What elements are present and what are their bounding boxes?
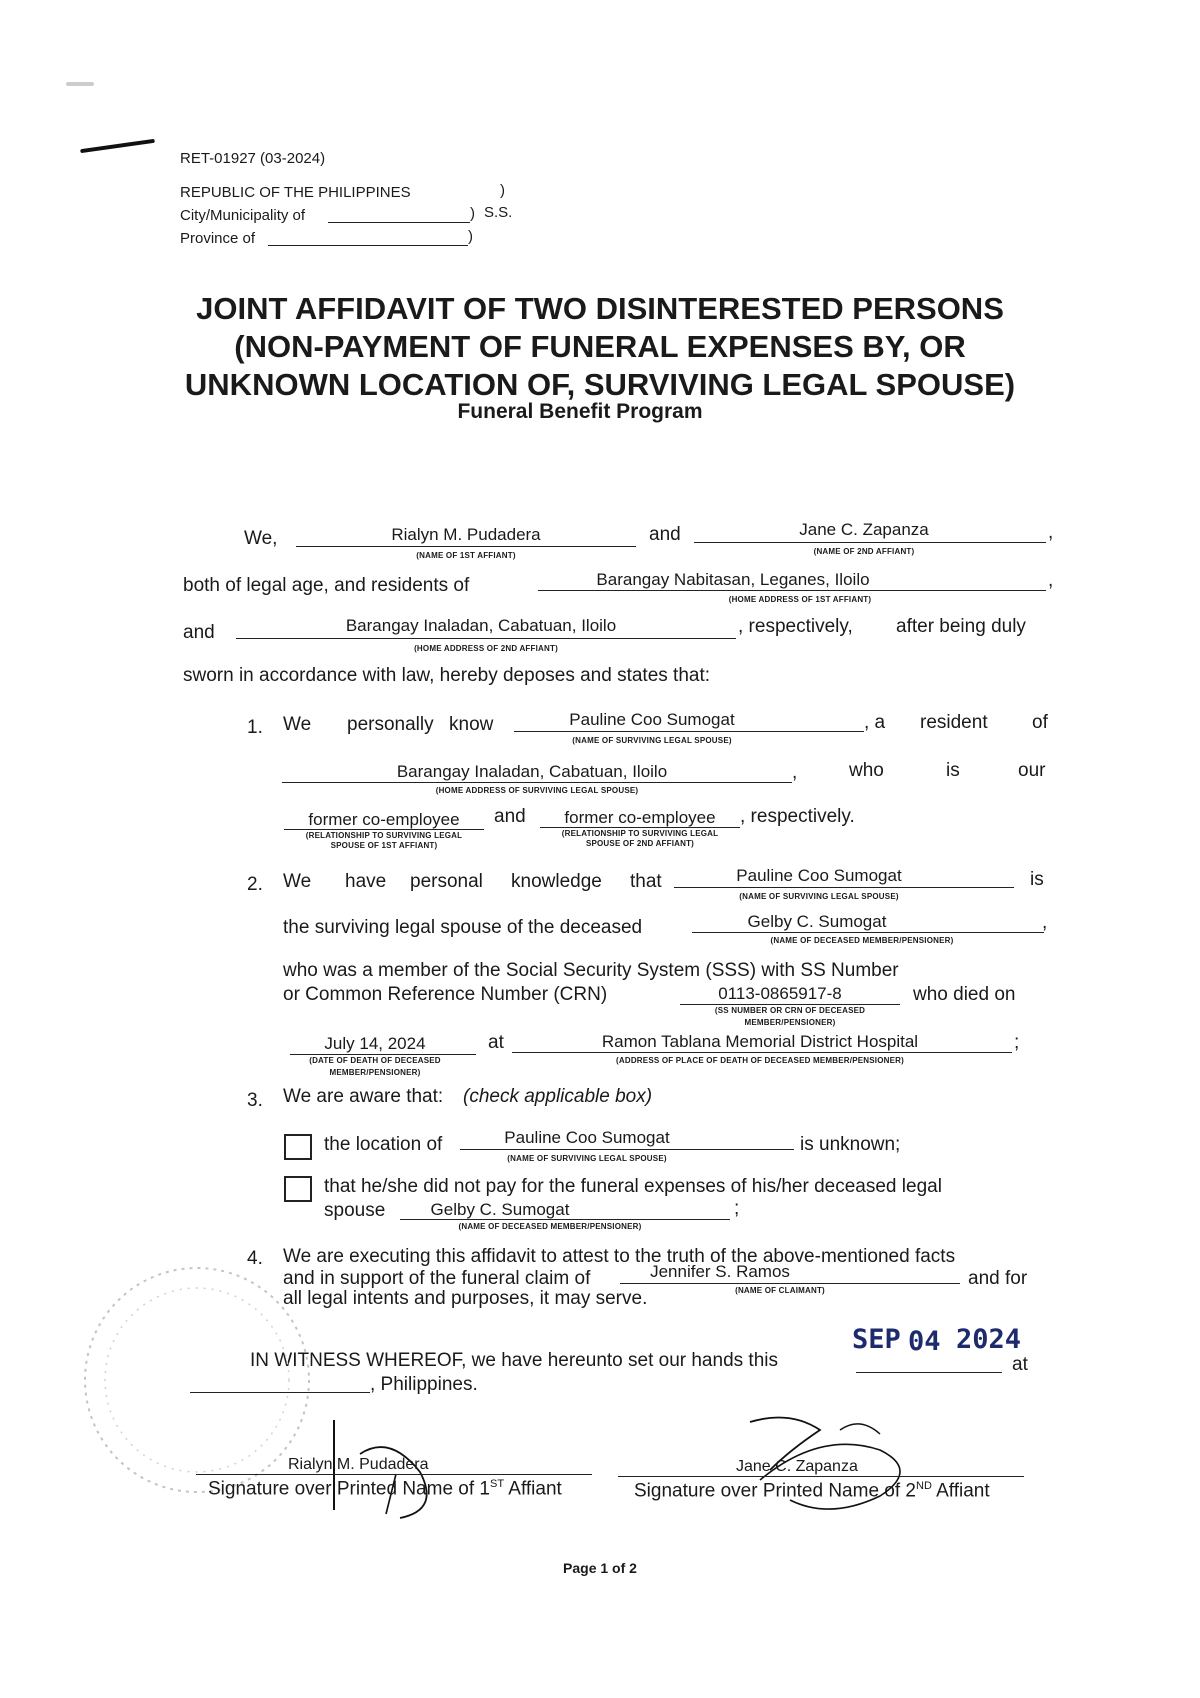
affiant2-address-line [236, 638, 736, 639]
title-line-2: (NON-PAYMENT OF FUNERAL EXPENSES BY, OR [234, 329, 966, 364]
province-line[interactable] [268, 245, 468, 246]
item1-w3: know [449, 714, 494, 735]
item1-our: our [1018, 760, 1046, 781]
republic-label: REPUBLIC OF THE PHILIPPINES [180, 184, 411, 201]
sworn-text: sworn in accordance with law, hereby deposes and states that: [183, 665, 711, 686]
item1-spouse-name[interactable]: Pauline Coo Sumogat [569, 710, 735, 729]
after-being-duly: after being duly [896, 616, 1026, 637]
affiant2-label-sup: ND [916, 1480, 932, 1492]
affiant2-address[interactable]: Barangay Inaladan, Cabatuan, Iloilo [345, 616, 617, 635]
item1-of: of [1032, 712, 1048, 733]
affiant1-address[interactable]: Barangay Nabitasan, Leganes, Iloilo [596, 570, 870, 589]
affiant1-printed-name: Rialyn M. Pudadera [288, 1456, 429, 1473]
item3-opt1-name[interactable]: Pauline Coo Sumogat [504, 1128, 670, 1147]
item4-num: 4. [247, 1248, 263, 1269]
item3-opt2-line [400, 1219, 730, 1220]
item1-w2: personally [347, 714, 434, 735]
item3-opt2-semicolon: ; [734, 1198, 740, 1219]
city-line[interactable] [328, 222, 470, 223]
affiant2-name-caption: (NAME OF 2ND AFFIANT) [813, 547, 915, 556]
title-line-3: UNKNOWN LOCATION OF, SURVIVING LEGAL SPOUSE) [184, 367, 1016, 402]
item1-rel1-line [284, 829, 484, 830]
affiant1-name-line [296, 546, 636, 547]
item4-line2-post: and for [968, 1268, 1028, 1289]
affiant2-address-caption: (HOME ADDRESS OF 2ND AFFIANT) [414, 644, 558, 653]
item2-death-date[interactable]: July 14, 2024 [324, 1034, 426, 1053]
respectively-1: , respectively, [738, 616, 853, 637]
item2-spouse-name[interactable]: Pauline Coo Sumogat [736, 866, 902, 885]
item2-death-date-caption-b: MEMBER/PENSIONER) [329, 1068, 421, 1077]
affiant1-label-sup: ST [490, 1478, 505, 1490]
item2-w5: that [630, 871, 662, 892]
item1-rel2-caption-b: SPOUSE OF 2ND AFFIANT) [585, 839, 695, 848]
item4-claimant[interactable]: Jennifer S. Ramos [650, 1262, 790, 1281]
item2-spouse-caption: (NAME OF SURVIVING LEGAL SPOUSE) [739, 892, 899, 901]
item1-rel1[interactable]: former co-employee [308, 810, 460, 829]
item1-and: and [494, 806, 526, 827]
affiant1-name[interactable]: Rialyn M. Pudadera [391, 525, 541, 544]
item3-num: 3. [247, 1090, 263, 1111]
subtitle: Funeral Benefit Program [457, 400, 703, 423]
comma-4: , [1042, 912, 1048, 933]
province-label: Province of [180, 230, 256, 247]
item1-rel2[interactable]: former co-employee [564, 808, 716, 827]
item2-surviving-text: the surviving legal spouse of the deceased [283, 917, 643, 938]
affiant1-name-caption: (NAME OF 1ST AFFIANT) [416, 551, 516, 560]
affiant2-name[interactable]: Jane C. Zapanza [799, 520, 929, 539]
item3-opt1-line [460, 1149, 794, 1150]
item1-rel1-caption-b: SPOUSE OF 1ST AFFIANT) [330, 841, 438, 850]
item3-opt1-post: is unknown; [800, 1134, 901, 1155]
city-label: City/Municipality of [180, 207, 306, 224]
item3-lead-italic: (check applicable box) [463, 1086, 653, 1107]
item2-ss-caption-a: (SS NUMBER OR CRN OF DECEASED [714, 1006, 866, 1015]
item2-death-place-line [512, 1052, 1012, 1053]
item2-member-text: who was a member of the Social Security System (SSS) with SS Number [283, 960, 899, 981]
item3-opt1-pre: the location of [324, 1134, 443, 1155]
item3-opt2-text: that he/she did not pay for the funeral expenses of his/her deceased legal [324, 1176, 942, 1197]
witness-philippines: , Philippines. [370, 1374, 478, 1395]
and-label-1: and [649, 524, 681, 545]
item1-spouse-address-line [282, 782, 792, 783]
title-line-1: JOINT AFFIDAVIT OF TWO DISINTERESTED PERSONS [196, 291, 1004, 326]
affiant1-address-caption: (HOME ADDRESS OF 1ST AFFIANT) [728, 595, 872, 604]
and-label-2: and [183, 622, 215, 643]
stamp-day: 04 [908, 1326, 941, 1357]
item3-opt2-spouse: spouse [324, 1200, 386, 1221]
item2-w1: We [283, 871, 312, 892]
item3-lead: We are aware that: [283, 1086, 444, 1107]
ss-label: S.S. [484, 204, 513, 221]
we-label: We, [244, 528, 278, 549]
item2-death-date-line [290, 1054, 476, 1055]
item1-respectively: , respectively. [740, 806, 855, 827]
stamp-month: SEP [852, 1324, 901, 1355]
page-number: Page 1 of 2 [563, 1560, 637, 1576]
item2-ss-caption-b: MEMBER/PENSIONER) [744, 1018, 836, 1027]
item1-w1: We [283, 714, 312, 735]
item2-num: 2. [247, 874, 263, 895]
item1-a: , a [864, 712, 886, 733]
comma-2: , [1048, 570, 1054, 591]
item2-ss-number[interactable]: 0113-0865917-8 [718, 984, 842, 1003]
item2-w3: personal [410, 871, 483, 892]
item3-opt1-caption: (NAME OF SURVIVING LEGAL SPOUSE) [507, 1154, 667, 1163]
affiant2-label-post: Affiant [931, 1480, 990, 1502]
item1-rel2-caption-a: (RELATIONSHIP TO SURVIVING LEGAL [561, 829, 719, 838]
affiant2-printed-name: Jane C. Zapanza [736, 1458, 858, 1475]
scan-mark [80, 139, 155, 153]
form-code: RET-01927 (03-2024) [180, 150, 326, 167]
item4-line3: all legal intents and purposes, it may serve. [283, 1288, 648, 1309]
affiant1-signature-label [208, 1478, 562, 1500]
bracket-1: ) [500, 182, 505, 199]
item2-deceased-line [692, 932, 1044, 933]
affiant1-address-line [538, 590, 1046, 591]
item4-line2-pre: and in support of the funeral claim of [283, 1268, 591, 1289]
signature1-line[interactable] [196, 1474, 592, 1475]
item4-claimant-caption: (NAME OF CLAIMANT) [735, 1286, 825, 1295]
item2-ss-line [680, 1004, 900, 1005]
affiant1-label-post: Affiant [504, 1478, 562, 1500]
item2-w4: knowledge [511, 871, 602, 892]
item2-deceased-caption: (NAME OF DECEASED MEMBER/PENSIONER) [770, 936, 954, 945]
item1-spouse-address-caption: (HOME ADDRESS OF SURVIVING LEGAL SPOUSE) [435, 786, 639, 795]
item1-spouse-line [514, 731, 864, 732]
item4-line1: We are executing this affidavit to attest to the truth of the above-mentioned facts [283, 1246, 956, 1267]
item3-opt2-caption: (NAME OF DECEASED MEMBER/PENSIONER) [458, 1222, 642, 1231]
signature2-line[interactable] [618, 1476, 1024, 1477]
item2-is: is [1030, 869, 1044, 890]
item1-is: is [946, 760, 960, 781]
item2-death-place-caption: (ADDRESS OF PLACE OF DEATH OF DECEASED MEMBER/PENSIONER) [616, 1056, 904, 1065]
item2-death-date-caption-a: (DATE OF DEATH OF DECEASED [309, 1056, 441, 1065]
affiant2-signature-label [634, 1480, 990, 1502]
item1-who: who [849, 760, 884, 781]
comma-1: , [1048, 522, 1054, 543]
item1-resident: resident [920, 712, 988, 733]
item2-spouse-line [674, 887, 1014, 888]
affiant2-name-line [694, 542, 1046, 543]
item4-claimant-line [620, 1283, 960, 1284]
witness-at: at [1012, 1354, 1028, 1375]
item1-num: 1. [247, 717, 263, 738]
item2-death-place[interactable]: Ramon Tablana Memorial District Hospital [601, 1032, 919, 1051]
item2-who-died-on: who died on [913, 984, 1016, 1005]
item1-rel1-caption-a: (RELATIONSHIP TO SURVIVING LEGAL [305, 831, 463, 840]
scan-smudge [66, 82, 94, 86]
item1-rel2-line [540, 827, 740, 828]
witness-text: IN WITNESS WHEREOF, we have hereunto set our hands this [250, 1350, 778, 1371]
item2-at: at [488, 1032, 504, 1053]
bracket-3: ) [468, 228, 473, 245]
comma-3: , [792, 762, 798, 783]
both-text: both of legal age, and residents of [183, 575, 470, 596]
item3-opt2-name[interactable]: Gelby C. Sumogat [430, 1200, 570, 1219]
witness-date-line[interactable] [856, 1372, 1002, 1373]
did-not-pay-checkbox[interactable] [284, 1176, 312, 1202]
affiant1-label-pre: Signature over Printed Name of 1 [208, 1478, 490, 1500]
item1-spouse-address[interactable]: Barangay Inaladan, Cabatuan, Iloilo [396, 762, 668, 781]
item2-w2: have [345, 871, 387, 892]
location-unknown-checkbox[interactable] [284, 1134, 312, 1160]
item1-spouse-caption: (NAME OF SURVIVING LEGAL SPOUSE) [572, 736, 732, 745]
stamp-year: 2024 [956, 1324, 1022, 1355]
item2-deceased-name[interactable]: Gelby C. Sumogat [747, 912, 887, 931]
item2-semicolon: ; [1014, 1032, 1020, 1053]
bracket-2: ) [470, 205, 475, 222]
affiant2-label-pre: Signature over Printed Name of 2 [634, 1480, 916, 1502]
item2-crn-text: or Common Reference Number (CRN) [283, 984, 608, 1005]
